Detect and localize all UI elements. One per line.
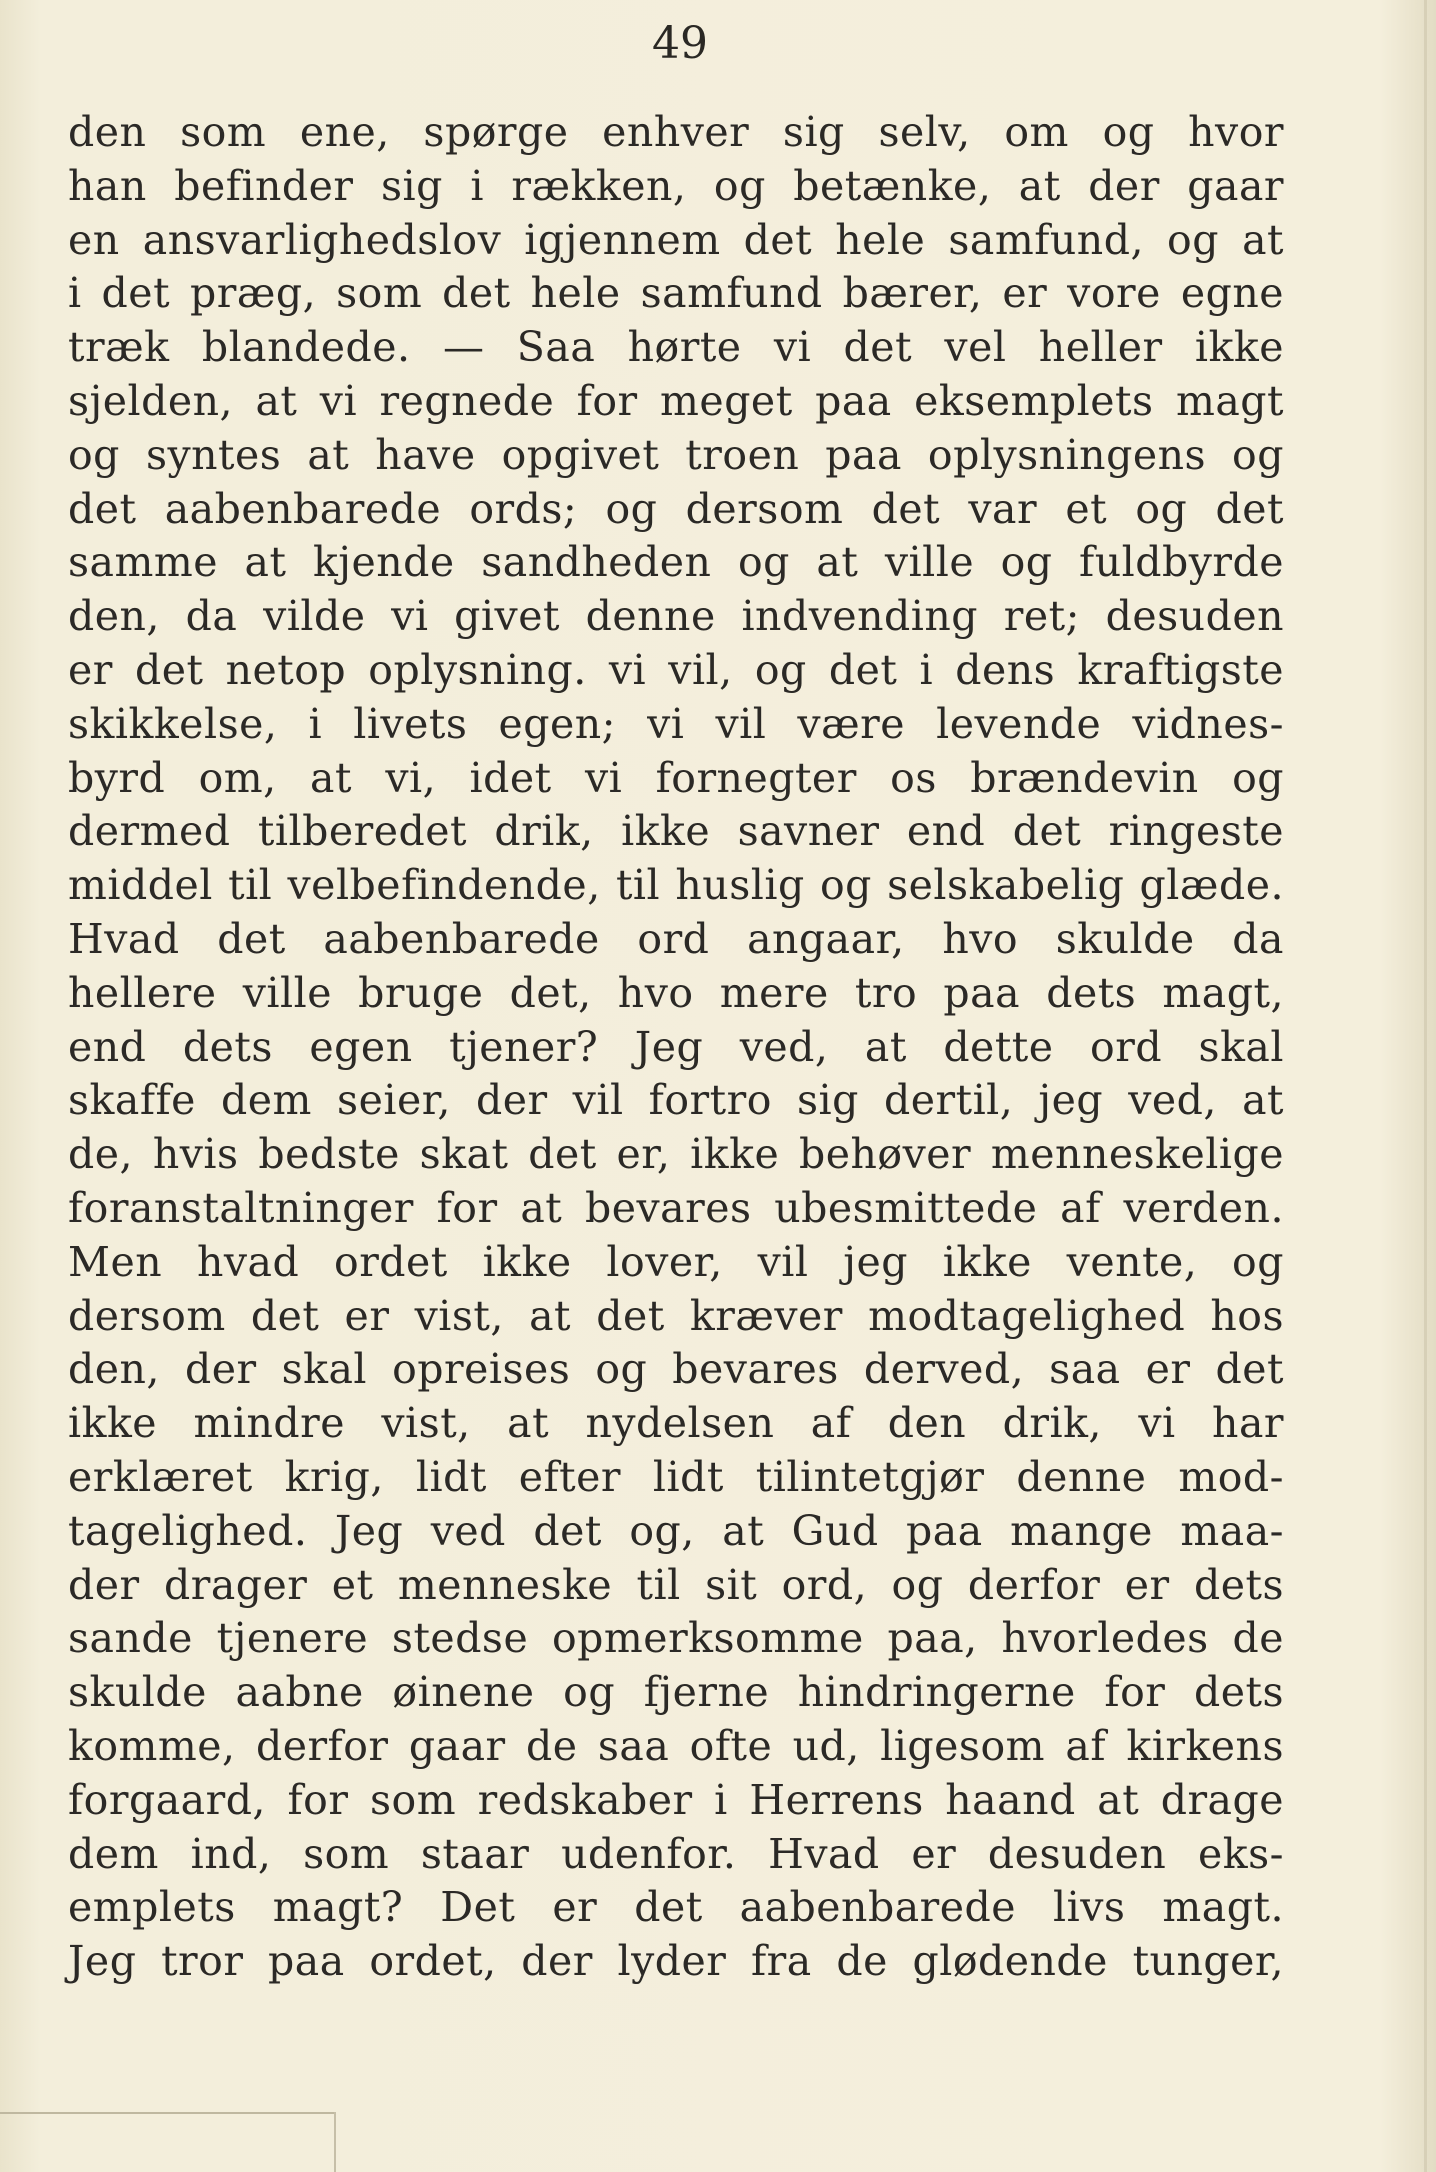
text-line: skikkelse, i livets egen; vi vil være levende vidnes- [68,699,1284,748]
text-line: træk blandede. — Saa hørte vi det vel heller ikke [68,323,1284,372]
text-line: ikke mindre vist, at nydelsen af den drik, vi har [68,1399,1284,1448]
text-line: er det netop oplysning. vi vil, og det i dens kraftigste [68,645,1284,694]
page-fold-mark [334,2112,336,2172]
text-line: dermed tilberedet drik, ikke savner end det ringeste [68,807,1284,856]
text-line: Men hvad ordet ikke lover, vil jeg ikke vente, og [68,1237,1284,1286]
text-line: den, da vilde vi givet denne indvending ret; desuden [68,592,1284,641]
text-line: komme, derfor gaar de saa ofte ud, ligesom af kirkens [68,1721,1284,1770]
text-line: byrd om, at vi, idet vi fornegter os brændevin og [68,753,1284,802]
page-edge [1424,0,1427,2172]
text-line: dersom det er vist, at det kræver modtagelighed hos [68,1291,1284,1340]
text-line: erklæret krig, lidt efter lidt tilintetgjør denne mod- [68,1452,1284,1501]
text-line: en ansvarlighedslov igjennem det hele samfund, og at [68,215,1284,264]
page-number: 49 [652,18,708,69]
text-line: hellere ville bruge det, hvo mere tro paa dets magt, [68,968,1284,1017]
text-line: det aabenbarede ords; og dersom det var et og det [68,484,1284,533]
text-line: foranstaltninger for at bevares ubesmittede af verden. [68,1183,1284,1232]
text-line: den som ene, spørge enhver sig selv, om og hvor [68,108,1284,156]
text-line: i det præg, som det hele samfund bærer, er vore egne [68,269,1284,318]
text-line: dem ind, som staar udenfor. Hvad er desuden eks- [68,1829,1284,1878]
text-line: middel til velbefindende, til huslig og selskabelig glæde. [68,861,1284,910]
text-line: og syntes at have opgivet troen paa oplysningens og [68,430,1284,479]
text-line: de, hvis bedste skat det er, ikke behøver menneskelige [68,1130,1284,1179]
text-line: skulde aabne øinene og fjerne hindringerne for dets [68,1668,1284,1717]
body-text [68,106,1284,1989]
text-line: emplets magt? Det er det aabenbarede livs magt. [68,1883,1284,1932]
text-line: end dets egen tjener? Jeg ved, at dette ord skal [68,1022,1284,1071]
text-line: der drager et menneske til sit ord, og derfor er dets [68,1560,1284,1609]
text-line: tagelighed. Jeg ved det og, at Gud paa mange maa- [68,1506,1284,1555]
text-line: forgaard, for som redskaber i Herrens haand at drage [68,1775,1284,1824]
text-line: den, der skal opreises og bevares derved, saa er det [68,1345,1284,1394]
text-line: skaffe dem seier, der vil fortro sig dertil, jeg ved, at [68,1076,1284,1125]
text-line: han befinder sig i rækken, og betænke, at der gaar [68,161,1284,210]
text-line: samme at kjende sandheden og at ville og fuldbyrde [68,538,1284,587]
text-line: sande tjenere stedse opmerksomme paa, hvorledes de [68,1614,1284,1663]
text-line: Hvad det aabenbarede ord angaar, hvo skulde da [68,914,1284,963]
text-line: sjelden, at vi regnede for meget paa eksemplets magt [68,376,1284,425]
text-line: Jeg tror paa ordet, der lyder fra de glødende tunger, [68,1937,1284,1986]
page-fold-line [0,2112,336,2114]
